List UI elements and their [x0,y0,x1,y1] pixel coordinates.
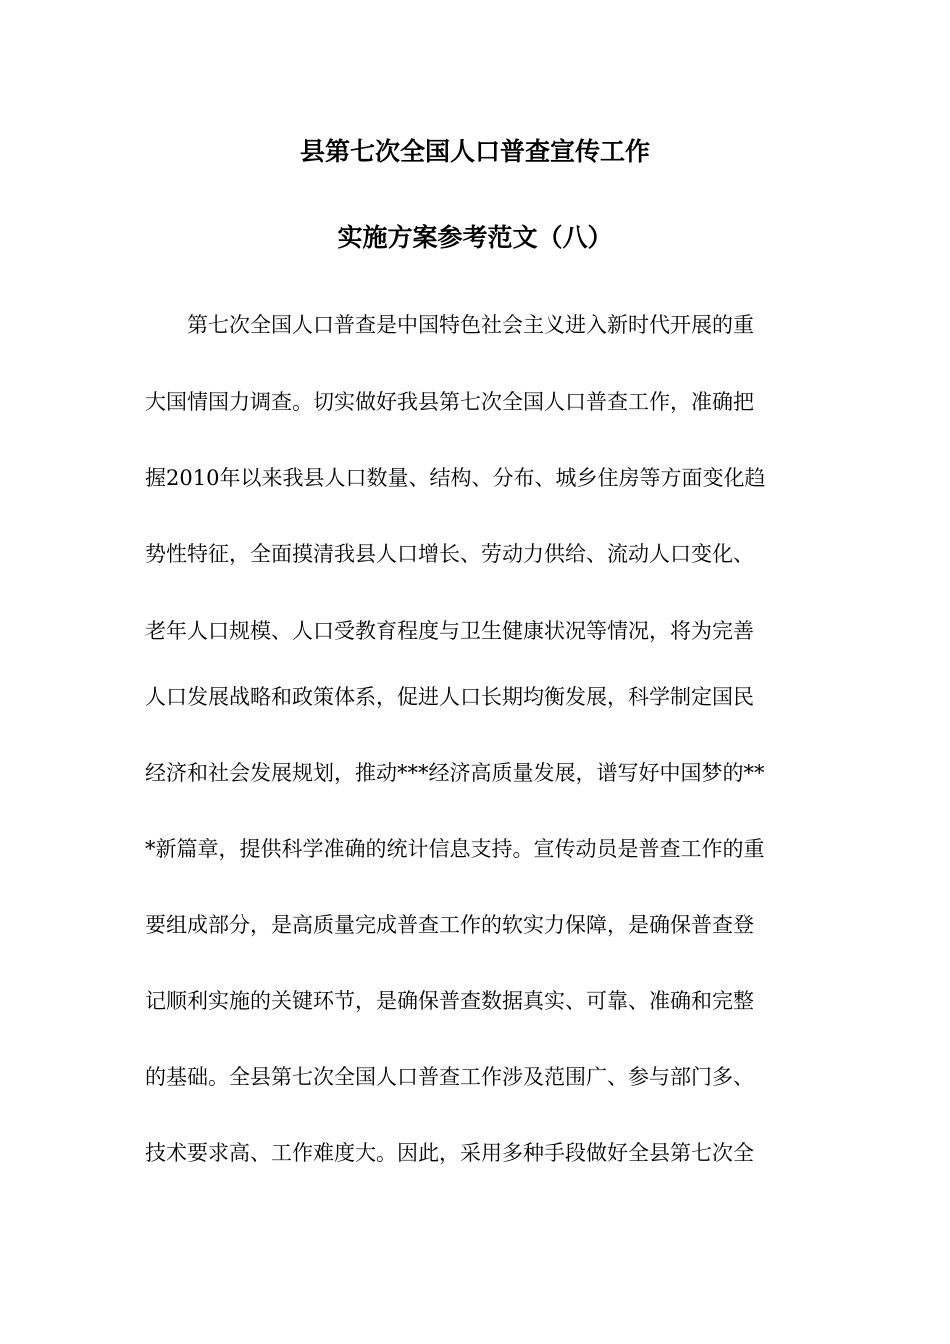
paragraph-line: 大国情国力调查。切实做好我县第七次全国人口普查工作，准确把 [145,390,754,414]
document-title-line-2: 实施方案参考范文（八） [337,223,613,252]
paragraph-line: 老年人口规模、人口受教育程度与卫生健康状况等情况，将为完善 [145,619,754,643]
document-title-line-1: 县第七次全国人口普查宣传工作 [299,137,650,166]
paragraph-line: 记顺利实施的关键环节，是确保普查数据真实、可靠、准确和完整 [145,989,754,1013]
paragraph-line: 势性特征，全面摸清我县人口增长、劳动力供给、流动人口变化、 [145,542,754,566]
paragraph-line: 技术要求高、工作难度大。因此，采用多种手段做好全县第七次全 [145,1141,754,1165]
paragraph-line: *新篇章，提供科学准确的统计信息支持。宣传动员是普查工作的重 [145,837,765,861]
paragraph-line: 的基础。全县第七次全国人口普查工作涉及范围广、参与部门多、 [145,1065,754,1089]
paragraph-line: 要组成部分，是高质量完成普查工作的软实力保障，是确保普查登 [145,913,754,937]
paragraph-line: 第七次全国人口普查是中国特色社会主义进入新时代开展的重 [187,313,754,337]
paragraph-line: 握2010年以来我县人口数量、结构、分布、城乡住房等方面变化趋 [145,466,766,490]
paragraph-line: 经济和社会发展规划，推动***经济高质量发展，谱写好中国梦的** [145,761,765,785]
paragraph-line: 人口发展战略和政策体系，促进人口长期均衡发展，科学制定国民 [145,685,754,709]
